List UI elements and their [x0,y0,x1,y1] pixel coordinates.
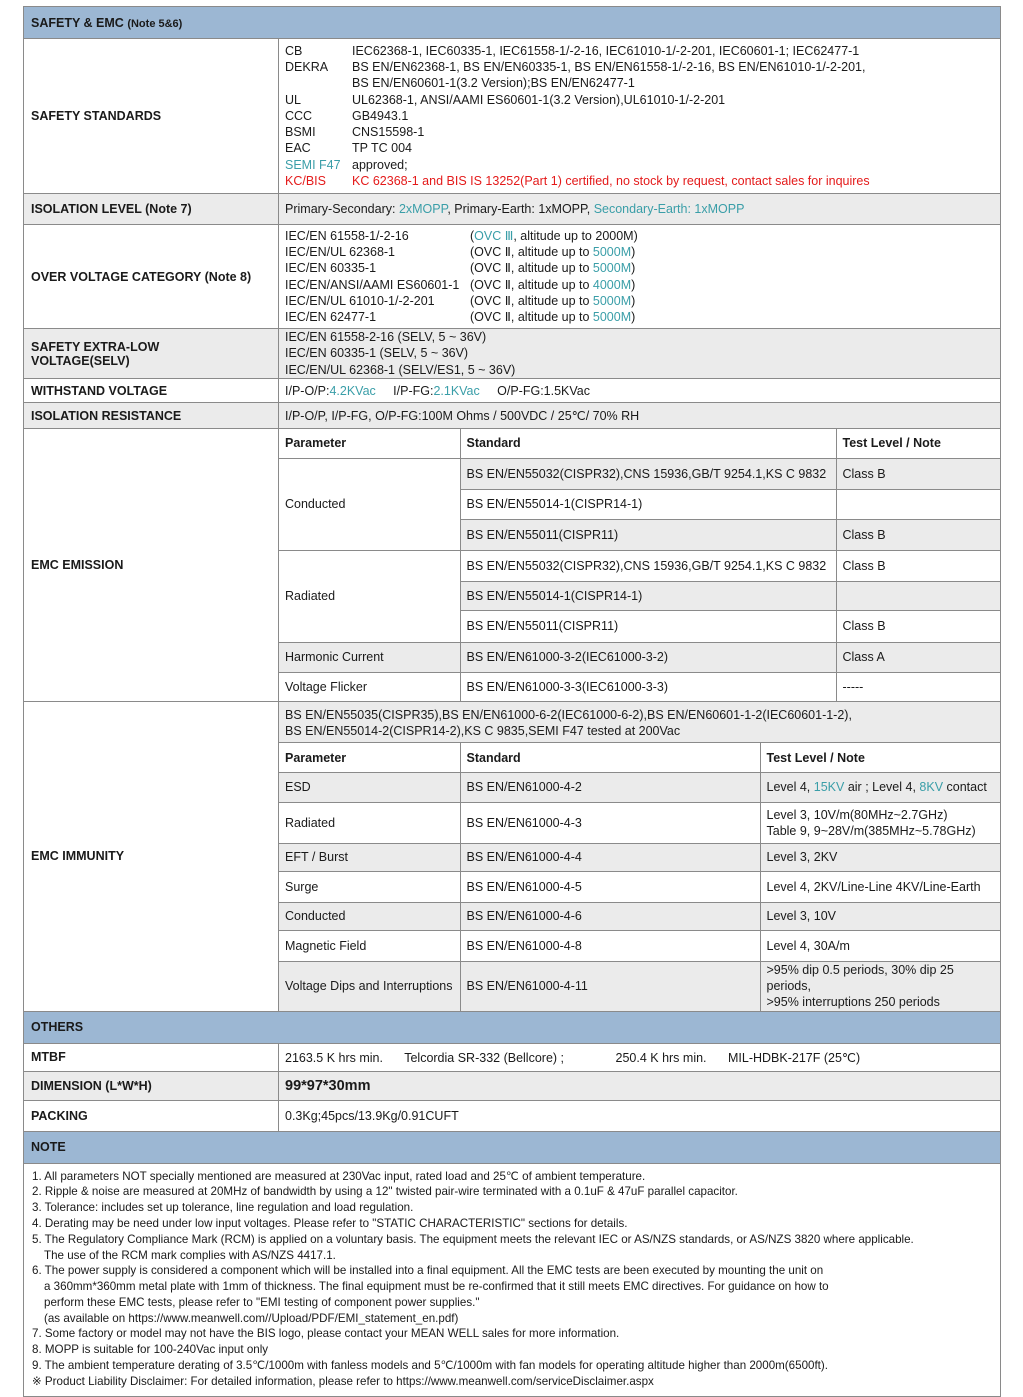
parameter-cell: Surge [279,871,460,902]
text: Primary-Secondary: [285,202,399,216]
section-title-text: SAFETY & EMC [31,15,124,30]
table-row [279,961,1000,1010]
table-row [279,672,1000,701]
test-level-cell: Level 3, 2KV [760,843,1000,871]
section-title: OTHERS [24,1011,1001,1043]
standard-value: BS EN/EN62368-1, BS EN/EN60335-1, BS EN/EN61558-1/-2-16, BS EN/EN61010-1/-2-201, [352,60,866,75]
highlight: 8KV [919,780,944,795]
agency: KC/BIS [285,173,326,188]
ovc-class: OVC Ⅱ [474,277,511,292]
notes-list [24,1163,1001,1396]
altitude: 2000M [595,228,634,243]
row-mtbf [24,1043,1001,1071]
isolation-resistance-value: I/P-O/P, I/P-FG, O/P-FG:100M Ohms / 500VDC / 25℃/ 70% RH [279,403,1001,429]
text: , Primary-Earth: 1xMOPP, [447,202,594,216]
ovc-class: OVC Ⅱ [474,309,511,324]
altitude: 4000M [592,277,632,292]
test-level-cell: ----- [836,672,1000,701]
parameter-cell: Voltage Flicker [279,672,460,701]
selv-list [279,329,1001,379]
row-emc-emission [24,429,1001,702]
agency [285,75,352,91]
row-isolation-level [24,194,1001,225]
mtbf-method: Telcordia SR-332 (Bellcore) ; [404,1050,565,1065]
intro-line: BS EN/EN55014-2(CISPR14-2),KS C 9835,SEMI F47 tested at 200Vac [285,724,681,739]
ovc-standard: IEC/EN/UL 62368-1 [285,245,396,260]
text: , altitude up to [510,245,593,260]
table-row [279,802,1000,843]
isolation-level-value [279,194,1001,225]
parameter-cell: EFT / Burst [279,843,460,871]
row-packing [24,1100,1001,1131]
mtbf-hours: 2163.5 K hrs min. [285,1050,383,1065]
text: >95% dip 0.5 periods, 30% dip 25 periods, [766,962,954,994]
emc-immunity-table [279,743,1000,1010]
ovc-detail: (OVC Ⅱ, altitude up to 5000M) [470,245,636,260]
table-header [279,429,1000,458]
row-selv [24,329,1001,379]
standard-value: approved; [352,157,408,172]
note-line: ※ Product Liability Disclaimer: For detailed information, please refer to https://www.meanwell.com/serviceDisclaimer.aspx [32,1374,654,1388]
table-row [279,550,1000,581]
standard-value: TP TC 004 [352,141,412,156]
table-row [279,930,1000,961]
text: I/P-FG: [393,383,434,398]
standard-cell: BS EN/EN61000-4-8 [460,930,760,961]
test-level-cell [760,802,1000,843]
intro-line: BS EN/EN55035(CISPR35),BS EN/EN61000-6-2(IEC61000-6-2),BS EN/EN60601-1-2(IEC60601-1-2), [285,708,852,722]
agency: CB [285,44,303,59]
column-header: Test Level / Note [836,429,1000,458]
note-line: perform these EMC tests, please refer to "EMI testing of component power supplies." [44,1295,480,1309]
row-label: DIMENSION (L*W*H) [24,1071,279,1100]
text: I/P-O/P: [285,383,330,398]
emc-immunity-table-cell [279,702,1001,1012]
table-row [279,772,1000,802]
note-line: (as available on https://www.meanwell.com//Upload/PDF/EMI_statement_en.pdf) [44,1311,459,1325]
altitude: 5000M [592,309,632,324]
label-line: VOLTAGE(SELV) [31,353,130,368]
row-emc-immunity [24,702,1001,1012]
section-header-others [24,1011,1001,1043]
standard-cell: BS EN/EN55032(CISPR32),CNS 15936,GB/T 9254.1,KS C 9832 [460,550,836,581]
ovc-detail: (OVC Ⅲ, altitude up to 2000M) [470,228,638,243]
mtbf-method: MIL-HDBK-217F (25℃) [728,1050,861,1065]
row-label: EMC EMISSION [24,429,279,702]
note-line: 2. Ripple & noise are measured at 20MHz of bandwidth by using a 12" twisted pair-wire terminated with a 0.1uF & 47uF parallel capacitor. [32,1185,738,1199]
section-header-note [24,1131,1001,1163]
column-header: Parameter [279,429,460,458]
row-isolation-resistance [24,403,1001,429]
parameter-cell: Harmonic Current [279,642,460,672]
table-row [279,458,1000,489]
agency: DEKRA [285,60,329,75]
section-title: NOTE [24,1131,1001,1163]
row-safety-standards [24,39,1001,194]
test-level-cell [836,489,1000,519]
row-label: ISOLATION LEVEL (Note 7) [24,194,279,225]
packing-value: 0.3Kg;45pcs/13.9Kg/0.91CUFT [279,1100,1001,1131]
text: , altitude up to [510,309,593,324]
standard-cell: BS EN/EN55014-1(CISPR14-1) [460,581,836,610]
note-line: 1. All parameters NOT specially mentioned are measured at 230Vac input, rated load and 25℃ of ambient temperature. [32,1169,646,1183]
test-level-cell [760,961,1000,1010]
agency: UL [285,92,301,107]
text: Level 4, [766,780,814,795]
section-title-note: (Note 5&6) [127,17,183,30]
standard-cell: BS EN/EN55011(CISPR11) [460,519,836,550]
test-level-cell: Class A [836,642,1000,672]
ovc-standard: IEC/EN 62477-1 [285,309,377,324]
table-row [279,871,1000,902]
text: , altitude up to [510,277,593,292]
standard-cell: BS EN/EN61000-4-3 [460,802,760,843]
text: Level 3, 10V/m(80MHz~2.7GHz) [766,807,948,822]
standard-value: UL62368-1, ANSI/AAMI ES60601-1(3.2 Version),UL61010-1/-2-201 [352,92,726,107]
test-level-cell [836,581,1000,610]
row-withstand-voltage [24,379,1001,403]
highlight: 2xMOPP [398,202,448,216]
standard-cell: BS EN/EN55011(CISPR11) [460,610,836,642]
note-line: 8. MOPP is suitable for 100-240Vac input only [32,1343,269,1357]
row-label: WITHSTAND VOLTAGE [24,379,279,403]
section-title [24,7,1001,39]
parameter-cell: Conducted [279,902,460,930]
column-header: Parameter [279,743,460,772]
row-notes [24,1163,1001,1396]
text: contact [943,780,987,795]
standard-value: CNS15598-1 [352,125,425,140]
altitude: 5000M [592,293,632,308]
section-header-safety-emc [24,7,1001,39]
standard-cell: BS EN/EN55014-1(CISPR14-1) [460,489,836,519]
parameter-cell: Conducted [279,458,460,550]
row-label [24,329,279,379]
parameter-cell: ESD [279,772,460,802]
note-line: The use of the RCM mark complies with AS/NZS 4417.1. [44,1248,336,1262]
dimension-value: 99*97*30mm [279,1071,1001,1100]
spec-sheet [23,6,1000,1397]
ovc-standard: IEC/EN 61558-1/-2-16 [285,228,409,243]
ovc-standard: IEC/EN/ANSI/AAMI ES60601-1 [285,277,460,292]
text: , altitude up to [510,261,593,276]
standard-value: GB4943.1 [352,108,409,123]
parameter-cell: Radiated [279,802,460,843]
label-line: SAFETY EXTRA-LOW [31,339,160,354]
standard-cell: BS EN/EN61000-4-6 [460,902,760,930]
emc-immunity-intro [279,702,1000,743]
selv-line: IEC/EN 61558-2-16 (SELV, 5 ~ 36V) [285,330,487,345]
ovc-detail: (OVC Ⅱ, altitude up to 4000M) [470,277,636,292]
highlight: Secondary-Earth: 1xMOPP [593,202,745,216]
test-level-cell: Class B [836,458,1000,489]
table-row [279,843,1000,871]
agency: EAC [285,141,311,156]
column-header: Standard [460,429,836,458]
note-line: 9. The ambient temperature derating of 3.5℃/1000m with fanless models and 5℃/1000m with fan models for operating altitude higher than 2000m(6500ft). [32,1359,828,1373]
row-over-voltage-category [24,225,1001,329]
highlight: 2.1KVac [433,383,480,398]
ovc-class: OVC Ⅱ [474,261,511,276]
text: O/P-FG:1.5KVac [497,383,590,398]
standard-cell: BS EN/EN61000-3-3(IEC61000-3-3) [460,672,836,701]
emc-emission-table [279,429,1000,701]
ovc-detail: (OVC Ⅱ, altitude up to 5000M) [470,261,636,276]
ovc-detail: (OVC Ⅱ, altitude up to 5000M) [470,293,636,308]
row-label: PACKING [24,1100,279,1131]
selv-line: IEC/EN 60335-1 (SELV, 5 ~ 36V) [285,346,469,361]
ovc-standard: IEC/EN/UL 61010-1/-2-201 [285,293,435,308]
note-line: 3. Tolerance: includes set up tolerance, line regulation and load regulation. [32,1201,414,1215]
ovc-list [279,225,1001,329]
standard-cell: BS EN/EN61000-4-5 [460,871,760,902]
ovc-class: OVC Ⅱ [474,245,511,260]
mtbf-hours: 250.4 K hrs min. [615,1050,707,1065]
parameter-cell: Radiated [279,550,460,642]
note-line: 6. The power supply is considered a component which will be installed into a final equipment. All the EMC tests are been executed by mounting the unit on [32,1264,824,1278]
test-level-cell: Level 4, 2KV/Line-Line 4KV/Line-Earth [760,871,1000,902]
standard-value: IEC62368-1, IEC60335-1, IEC61558-1/-2-16, IEC61010-1/-2-201, IEC60601-1; IEC62477-1 [352,44,860,59]
note-line: 5. The Regulatory Compliance Mark (RCM) is applied on a voluntary basis. The equipment meets the relevant IEC or AS/NZS standards, or AS/NZS 3820 where applicable. [32,1232,914,1246]
standard-cell: BS EN/EN61000-4-2 [460,772,760,802]
highlight: 15KV [813,780,845,795]
row-label: MTBF [24,1043,279,1071]
ovc-class: OVC Ⅲ [474,228,514,243]
test-level-cell: Level 4, 30A/m [760,930,1000,961]
parameter-cell: Magnetic Field [279,930,460,961]
column-header: Standard [460,743,760,772]
standard-cell: BS EN/EN61000-4-11 [460,961,760,1010]
safety-standards-list [279,39,1001,194]
agency: CCC [285,108,313,123]
ovc-detail: (OVC Ⅱ, altitude up to 5000M) [470,309,636,324]
spec-table [23,6,1001,1397]
column-header: Test Level / Note [760,743,1000,772]
text: air ; Level 4, [844,780,920,795]
table-header [279,743,1000,772]
altitude: 5000M [592,245,632,260]
note-line: a 360mm*360mm metal plate with 1mm of thickness. The final equipment must be re-confirmed that it still meets EMC directives. For guidance on how to [44,1280,829,1294]
selv-line: IEC/EN/UL 62368-1 (SELV/ES1, 5 ~ 36V) [285,362,516,377]
text: , altitude up to [513,228,596,243]
test-level-cell: Class B [836,519,1000,550]
withstand-voltage-value [279,379,1001,403]
standard-cell: BS EN/EN61000-3-2(IEC61000-3-2) [460,642,836,672]
row-label: ISOLATION RESISTANCE [24,403,279,429]
table-row [279,902,1000,930]
note-line: 7. Some factory or model may not have the BIS logo, please contact your MEAN WELL sales for more information. [32,1327,620,1341]
test-level-cell: Class B [836,550,1000,581]
standard-value: KC 62368-1 and BIS IS 13252(Part 1) certified, no stock by request, contact sales for inquires [352,173,870,188]
row-label: EMC IMMUNITY [24,702,279,1012]
text: >95% interruptions 250 periods [766,995,940,1010]
row-label: OVER VOLTAGE CATEGORY (Note 8) [24,225,279,329]
altitude: 5000M [592,261,632,276]
standard-cell: BS EN/EN61000-4-4 [460,843,760,871]
agency: SEMI F47 [285,157,341,172]
text: Table 9, 9~28V/m(385MHz~5.78GHz) [766,823,976,838]
row-dimension [24,1071,1001,1100]
note-line: 4. Derating may be need under low input voltages. Please refer to "STATIC CHARACTERISTIC" sections for details. [32,1216,628,1230]
mtbf-value [279,1043,1001,1071]
agency: BSMI [285,125,316,140]
test-level-cell: Class B [836,610,1000,642]
standard-cell: BS EN/EN55032(CISPR32),CNS 15936,GB/T 9254.1,KS C 9832 [460,458,836,489]
emc-emission-table-cell [279,429,1001,702]
text: , altitude up to [510,293,593,308]
test-level-cell: Level 3, 10V [760,902,1000,930]
ovc-standard: IEC/EN 60335-1 [285,261,377,276]
standard-value: BS EN/EN60601-1(3.2 Version);BS EN/EN62477-1 [352,76,635,91]
test-level-cell [760,772,1000,802]
table-row [279,642,1000,672]
ovc-class: OVC Ⅱ [474,293,511,308]
row-label: SAFETY STANDARDS [24,39,279,194]
parameter-cell: Voltage Dips and Interruptions [279,961,460,1010]
highlight: 4.2KVac [329,383,376,398]
